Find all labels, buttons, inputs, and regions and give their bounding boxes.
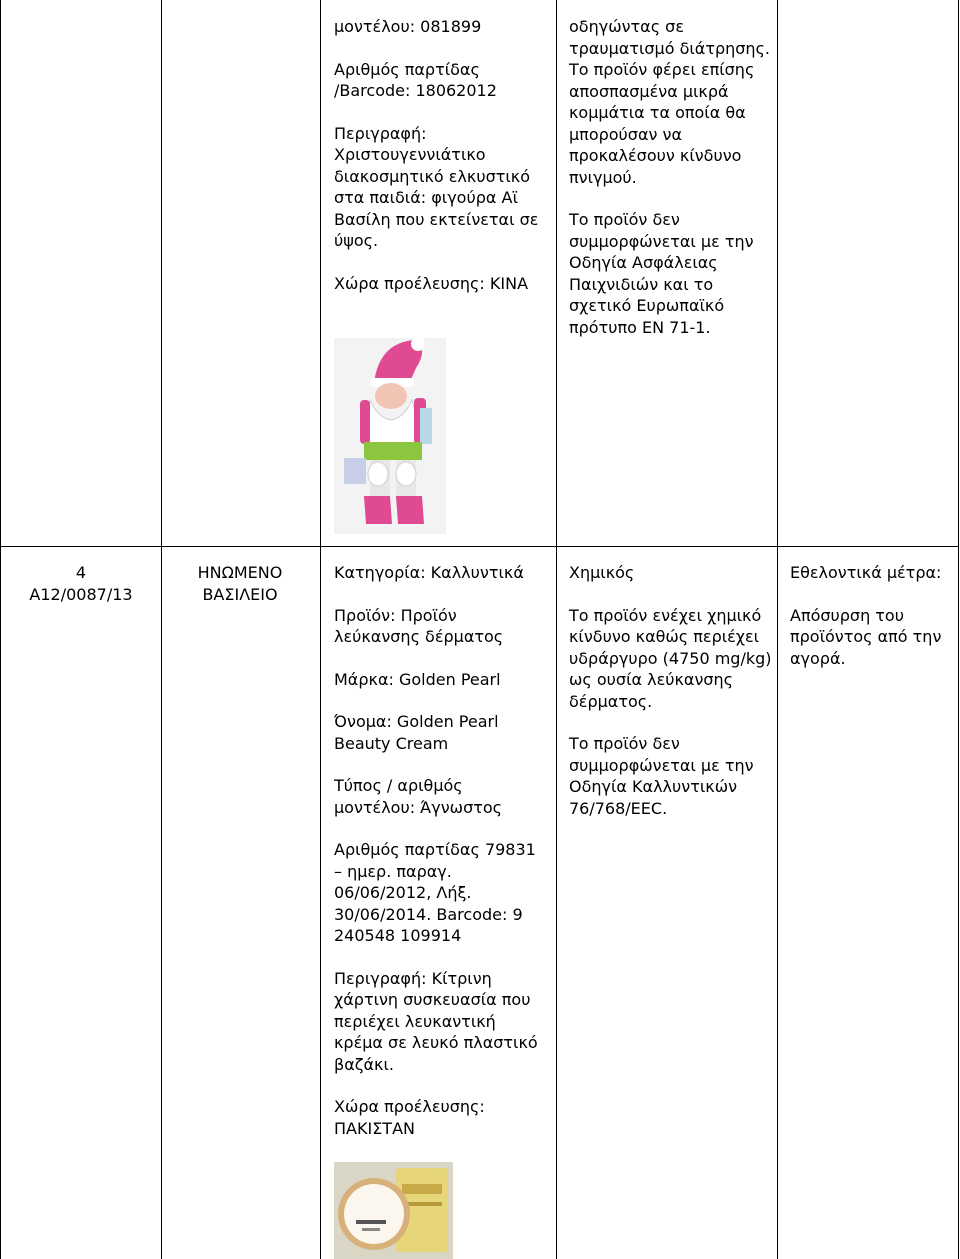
row-divider: [0, 546, 959, 547]
prev-batch: Αριθμός παρτίδας /Barcode: 18062012: [334, 59, 497, 100]
row-number: 4: [75, 563, 87, 582]
prev-description: Περιγραφή: Χριστουγεννιάτικο διακοσμητικό ελκυστικό στα παιδιά: φιγούρα Αϊ Βασίλη που εκτείνεται σε ύψος.: [334, 123, 539, 250]
table-border-left: [0, 0, 1, 1259]
table-border-col2: [320, 0, 321, 1259]
table-border-col4: [777, 0, 778, 1259]
product-description: Περιγραφή: Κίτρινη χάρτινη συσκευασία που περιέχει λευκαντική κρέμα σε λευκό πλαστικό βαζάκι.: [334, 968, 538, 1074]
product-brand: Μάρκα: Golden Pearl: [334, 669, 501, 689]
product-name: Όνομα: Golden Pearl Beauty Cream: [334, 712, 499, 753]
risk-type: Χημικός: [569, 563, 635, 582]
prev-risk-cell: [569, 16, 774, 359]
table-border-col3: [556, 0, 557, 1259]
product-cell: [334, 562, 546, 1160]
risk-text1: Το προϊόν ενέχει χημικό κίνδυνο καθώς περιέχει υδράργυρο (4750 mg/kg) ως ουσία λεύκανσης δέρματος.: [569, 605, 772, 711]
prev-origin: Χώρα προέλευσης: ΚΙΝΑ: [334, 273, 529, 293]
row-number-cell: [1, 562, 161, 605]
table-border-col1: [161, 0, 162, 1259]
measures-label: Εθελοντικά μέτρα:: [790, 563, 942, 582]
product-category: Κατηγορία: Καλλυντικά: [334, 563, 524, 582]
prev-risk-text1: οδηγώντας σε τραυματισμό διάτρησης. Το προϊόν φέρει επίσης αποσπασμένα μικρά κομμάτια τα οποία θα μπορούσαν να προκαλέσουν κίνδυνο πνιγμού.: [569, 17, 770, 187]
product-origin: Χώρα προέλευσης: ΠΑΚΙΣΤΑΝ: [334, 1097, 485, 1138]
reference-number: A12/0087/13: [29, 584, 133, 604]
table-border-right: [958, 0, 959, 1259]
country-cell: [170, 562, 310, 605]
prev-model-line: μοντέλου: 081899: [334, 17, 482, 36]
risk-text2: Το προϊόν δεν συμμορφώνεται με την Οδηγία Καλλυντικών 76/768/ΕΕC.: [569, 734, 754, 818]
product-model: Τύπος / αριθμός μοντέλου: Άγνωστος: [334, 776, 503, 817]
risk-cell: [569, 562, 774, 840]
cream-product-photo: [334, 1162, 453, 1259]
product-type: Προϊόν: Προϊόν λεύκανσης δέρματος: [334, 605, 504, 646]
prev-risk-text2: Το προϊόν δεν συμμορφώνεται με την Οδηγία Ασφάλειας Παιχνιδιών και το σχετικό Ευρωπαϊκό πρότυπο ΕΝ 71-1.: [569, 210, 754, 337]
country-name: ΗΝΩΜΕΝΟ ΒΑΣΙΛΕΙΟ: [197, 563, 283, 604]
measures-cell: [790, 562, 950, 690]
product-batch: Αριθμός παρτίδας 79831 – ημερ. παραγ. 06/06/2012, Λήξ. 30/06/2014. Barcode: 9 240548 109914: [334, 840, 536, 945]
prev-product-cell: [334, 16, 546, 315]
santa-figure-photo: [334, 338, 446, 534]
measures-text: Απόσυρση του προϊόντος από την αγορά.: [790, 605, 942, 668]
